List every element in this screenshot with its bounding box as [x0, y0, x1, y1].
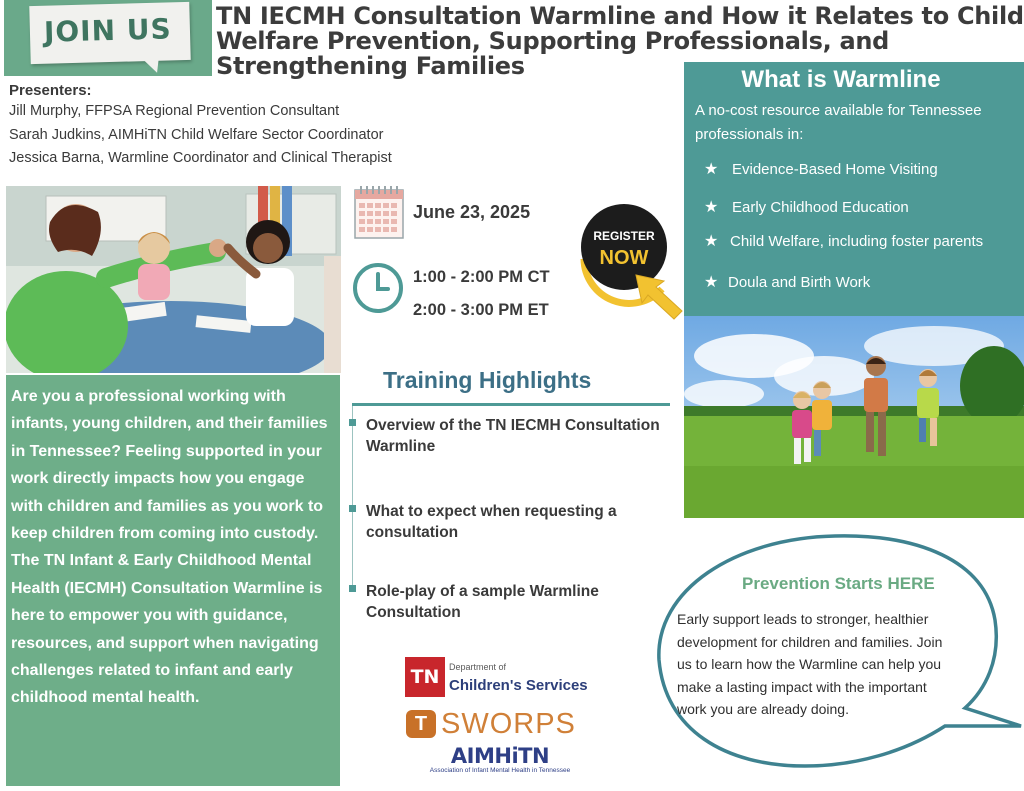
presenter-name: Sarah Judkins, AIMHiTN Child Welfare Sector Coordinator: [9, 126, 384, 143]
warmline-item: ★ Early Childhood Education: [704, 199, 909, 216]
sworps-logo: [405, 709, 585, 741]
aimhitn-wordmark: AIMHiTN: [450, 744, 550, 768]
cursor-arrow-icon: [636, 275, 682, 319]
star-icon: ★: [704, 199, 719, 216]
clock-icon: [352, 262, 404, 314]
tn-dcs-logo: [405, 657, 588, 701]
training-timeline: [352, 406, 353, 592]
prevention-text: Early support leads to stronger, healthier development for children and families. Join us to learn how the Warmline can help you make a lasting impact with the important work you are already doing.: [677, 611, 943, 717]
presenter-name: Jessica Barna, Warmline Coordinator and Clinical Therapist: [9, 150, 392, 166]
warmline-intro: A no-cost resource available for Tennessee professionals in:: [695, 102, 982, 143]
warmline-item: ★ Evidence-Based Home Visiting: [704, 161, 938, 178]
star-icon: ★: [704, 233, 719, 250]
sworps-mark: T: [406, 710, 436, 738]
training-item: What to expect when requesting a consultation: [366, 503, 617, 541]
aimhitn-logo: [420, 744, 580, 784]
tn-dcs-name: Children's Services: [449, 677, 588, 694]
tn-dept-label: Department of: [449, 662, 507, 672]
star-icon: ★: [704, 161, 719, 178]
prevention-title: Prevention Starts HERE: [742, 574, 935, 593]
presenters: [9, 81, 439, 171]
timeline-marker: [349, 505, 356, 512]
register-now-button[interactable]: [570, 197, 688, 321]
event-date: June 23, 2025: [413, 202, 531, 222]
warmline-title: What is Warmline: [741, 66, 941, 93]
training-item: Role-play of a sample Warmline Consultation: [366, 583, 599, 621]
timeline-marker: [349, 585, 356, 592]
event-time-et: 2:00 - 3:00 PM ET: [413, 301, 549, 319]
presenters-heading: Presenters:: [9, 82, 92, 99]
aimhitn-subtitle: Association of Infant Mental Health in Tennessee: [429, 767, 571, 774]
training-item: Overview of the TN IECMH Consultation Warmline: [366, 417, 660, 455]
warmline-panel: [684, 62, 1024, 316]
join-us-paper: [29, 2, 190, 64]
star-icon: ★: [704, 274, 719, 291]
register-now-label: NOW: [599, 247, 649, 269]
register-label: REGISTER: [593, 229, 655, 243]
event-time-ct: 1:00 - 2:00 PM CT: [413, 268, 550, 286]
sworps-wordmark: SWORPS: [441, 708, 576, 740]
training-divider: [352, 403, 670, 406]
join-us-text: JOIN US: [43, 12, 173, 49]
children-running-photo: [684, 316, 1024, 518]
training-highlights-title: Training Highlights: [383, 367, 592, 393]
page-title: TN IECMH Consultation Warmline and How it Relates to Child Welfare Prevention, Supporting Professionals, and Strengthening Families: [216, 2, 1024, 80]
warmline-item: ★ Child Welfare, including foster parents: [704, 233, 984, 250]
intro-text-block: [6, 375, 340, 786]
presenter-name: Jill Murphy, FFPSA Regional Prevention Consultant: [9, 103, 340, 119]
classroom-illustration: [6, 186, 341, 373]
warmline-item: ★ Doula and Birth Work: [704, 274, 871, 291]
tn-logo-mark: TN: [405, 657, 445, 697]
timeline-marker: [349, 419, 356, 426]
classroom-photo: [6, 186, 341, 373]
calendar-icon: [354, 186, 404, 239]
join-us-badge: [4, 0, 212, 76]
intro-paragraph: Are you a professional working with infants, young children, and their families in Tennessee? Feeling supported in your work directly impacts how you engage with children and families as you work to keep children from coming into custody. The TN Infant & Early Childhood Mental Health (IECMH) Consultation Warmline is here to empower you with guidance, resources, and support when navigating challenges related to infant and early childhood mental health.: [11, 388, 328, 707]
